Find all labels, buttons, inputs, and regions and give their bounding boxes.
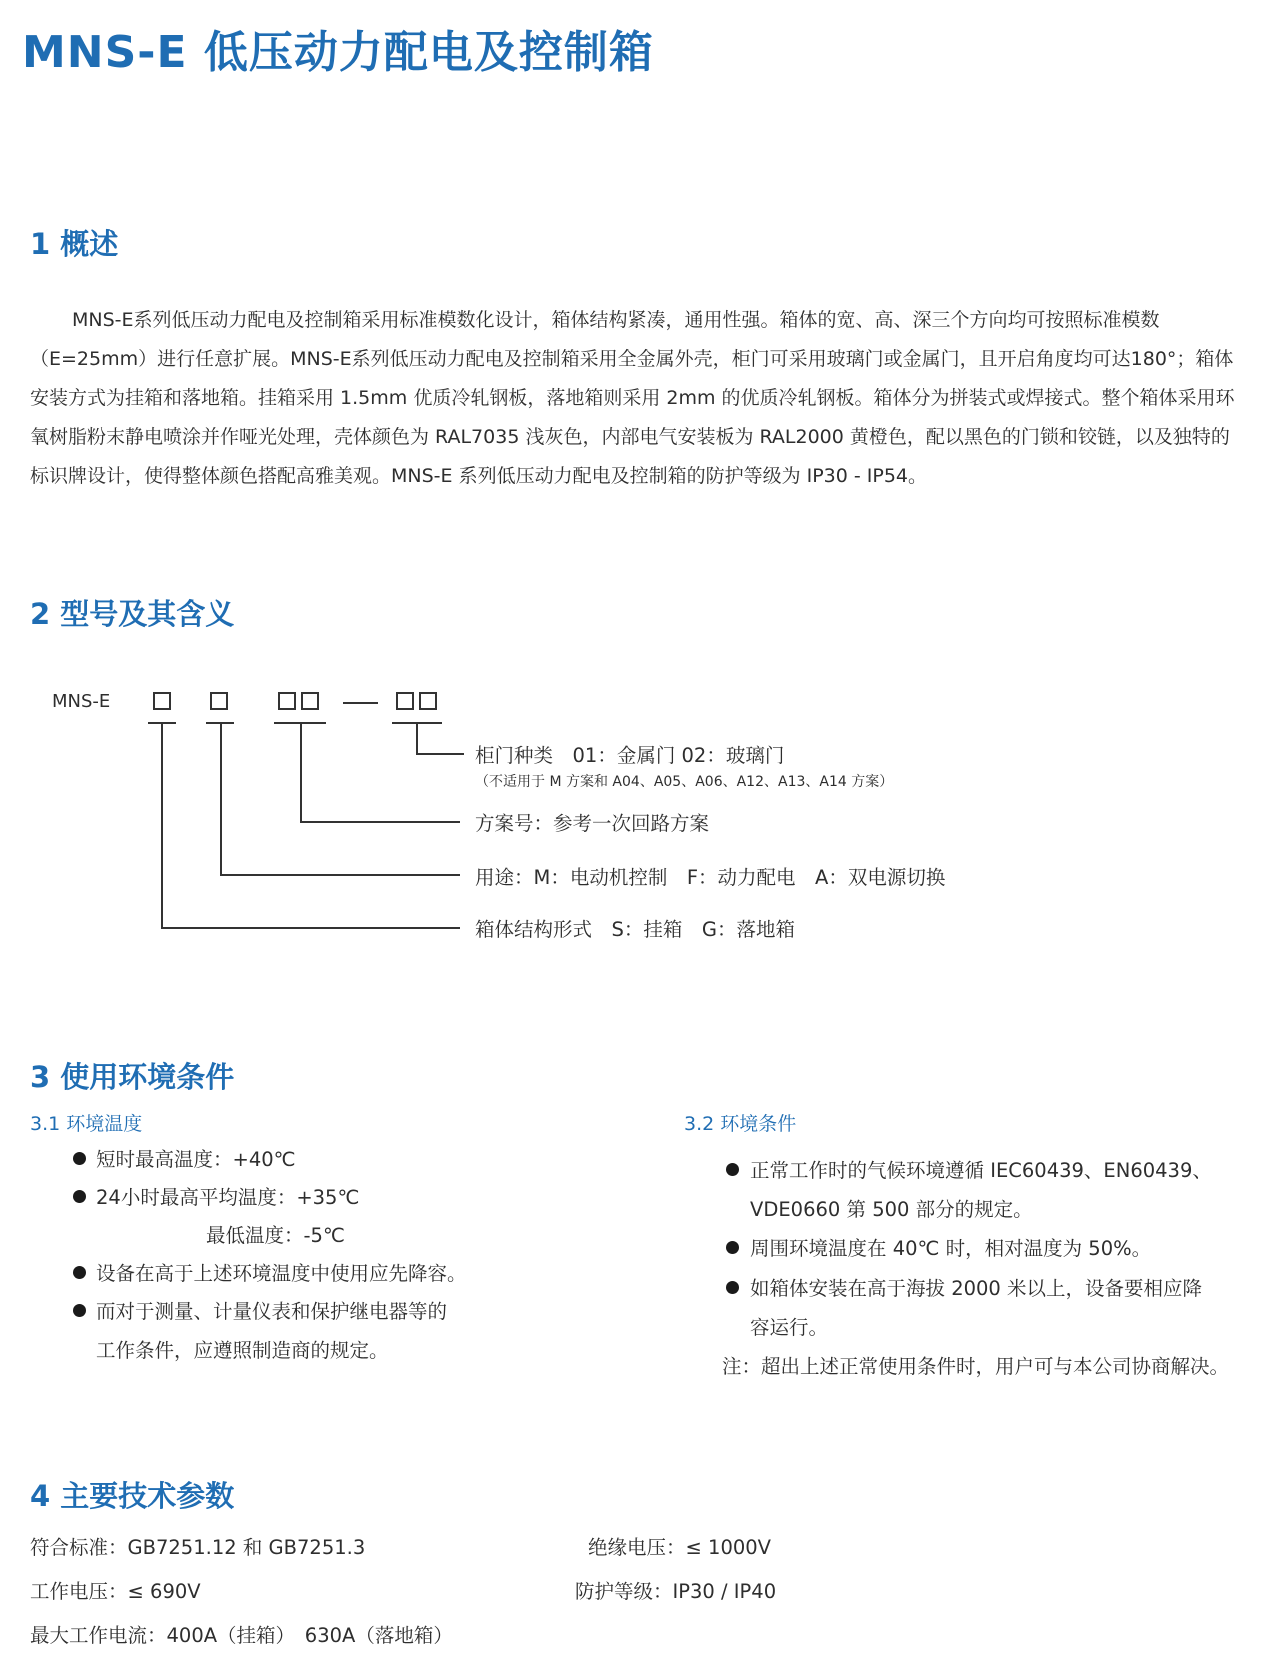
cond-item-3: 周围环境温度在 40℃ 时，相对温度为 50%。 — [750, 1237, 1152, 1260]
cond-item-5: 容运行。 — [750, 1316, 829, 1339]
bullet-icon — [726, 1241, 739, 1254]
bullet-icon — [73, 1190, 86, 1203]
door-type-note: （不适用于 M 方案和 A04、A05、A06、A12、A13、A14 方案） — [475, 774, 894, 790]
working-voltage-param: 工作电压：≤ 690V — [30, 1580, 201, 1603]
bullet-icon — [726, 1163, 739, 1176]
page-title: MNS-E 低压动力配电及控制箱 — [22, 27, 654, 78]
overview-paragraph: MNS-E系列低压动力配电及控制箱采用标准模数化设计，箱体结构紧凑，通用性强。箱体的宽、高、深三个方向均可按照标准模数（E=25mm）进行任意扩展。MNS-E系列低压动力配电及控制箱采用全金属外壳，柜门可采用玻璃门或金属门，且开启角度均可达180°；箱体安装方式为挂箱和落地箱。挂箱采用 1.5mm 优质冷轧钢板，落地箱则采用 2mm 的优质冷轧钢板。箱体分为拼装式或焊接式。整个箱体采用环氧树脂粉末静电喷涂并作哑光处理，壳体颜色为 RAL7035 浅灰色，内部电气安装板为 RAL2000 黄橙色，配以黑色的门锁和铰链，以及独特的标识牌设计，使得整体颜色搭配高雅美观。MNS-E 系列低压动力配电及控制箱的防护等级为 IP30 - IP54。 — [30, 309, 1235, 487]
temp-item-1: 短时最高温度：+40℃ — [96, 1148, 296, 1171]
protection-param: 防护等级：IP30 / IP40 — [575, 1580, 777, 1603]
bracket-usage-horizontal — [220, 874, 460, 876]
structure-label: 箱体结构形式 S：挂箱 G：落地箱 — [475, 918, 795, 941]
section-1-heading: 1 概述 — [30, 227, 119, 261]
insulation-voltage-param: 绝缘电压：≤ 1000V — [588, 1536, 772, 1559]
bracket-scheme-vertical — [300, 722, 302, 822]
bullet-icon — [73, 1152, 86, 1165]
cond-item-2: VDE0660 第 500 部分的规定。 — [750, 1198, 1033, 1221]
door-type-label: 柜门种类 01：金属门 02：玻璃门 — [475, 744, 785, 767]
bracket-door-vertical — [416, 722, 418, 754]
section-3-heading: 3 使用环境条件 — [30, 1060, 235, 1094]
model-box-usage — [210, 692, 228, 710]
model-box-scheme-2 — [301, 692, 319, 710]
bracket-usage-vertical — [220, 722, 222, 875]
bullet-icon — [726, 1281, 739, 1294]
temp-item-2: 24小时最高平均温度：+35℃ — [96, 1186, 360, 1209]
temp-item-5: 而对于测量、计量仪表和保护继电器等的 — [96, 1300, 448, 1323]
section-4-heading: 4 主要技术参数 — [30, 1479, 235, 1513]
usage-label: 用途：M：电动机控制 F：动力配电 A：双电源切换 — [475, 866, 946, 889]
ambient-temperature-subheading: 3.1 环境温度 — [30, 1113, 143, 1135]
model-box-door-2 — [419, 692, 437, 710]
temp-item-3: 最低温度：-5℃ — [206, 1224, 345, 1247]
temp-item-4: 设备在高于上述环境温度中使用应先降容。 — [96, 1262, 467, 1285]
bracket-door-horizontal — [416, 753, 464, 755]
model-box-door-1 — [396, 692, 414, 710]
section-2-heading: 2 型号及其含义 — [30, 597, 235, 631]
standard-param: 符合标准：GB7251.12 和 GB7251.3 — [30, 1536, 366, 1559]
bullet-icon — [73, 1304, 86, 1317]
cond-item-1: 正常工作时的气候环境遵循 IEC60439、EN60439、 — [750, 1159, 1212, 1182]
scheme-number-label: 方案号：参考一次回路方案 — [475, 812, 710, 835]
bracket-structure-vertical — [161, 722, 163, 928]
cond-item-4: 如箱体安装在高于海拔 2000 米以上，设备要相应降 — [750, 1277, 1203, 1300]
max-current-param: 最大工作电流：400A（挂箱） 630A（落地箱） — [30, 1624, 453, 1647]
conditions-note: 注：超出上述正常使用条件时，用户可与本公司协商解决。 — [722, 1355, 1230, 1378]
model-dash — [343, 702, 378, 704]
model-prefix: MNS-E — [52, 691, 111, 712]
model-box-scheme-1 — [278, 692, 296, 710]
bracket-scheme-horizontal — [300, 821, 460, 823]
bracket-structure-horizontal — [161, 927, 460, 929]
bullet-icon — [73, 1266, 86, 1279]
model-box-structure — [153, 692, 171, 710]
temp-item-6: 工作条件，应遵照制造商的规定。 — [96, 1339, 389, 1362]
ambient-conditions-subheading: 3.2 环境条件 — [684, 1113, 797, 1135]
